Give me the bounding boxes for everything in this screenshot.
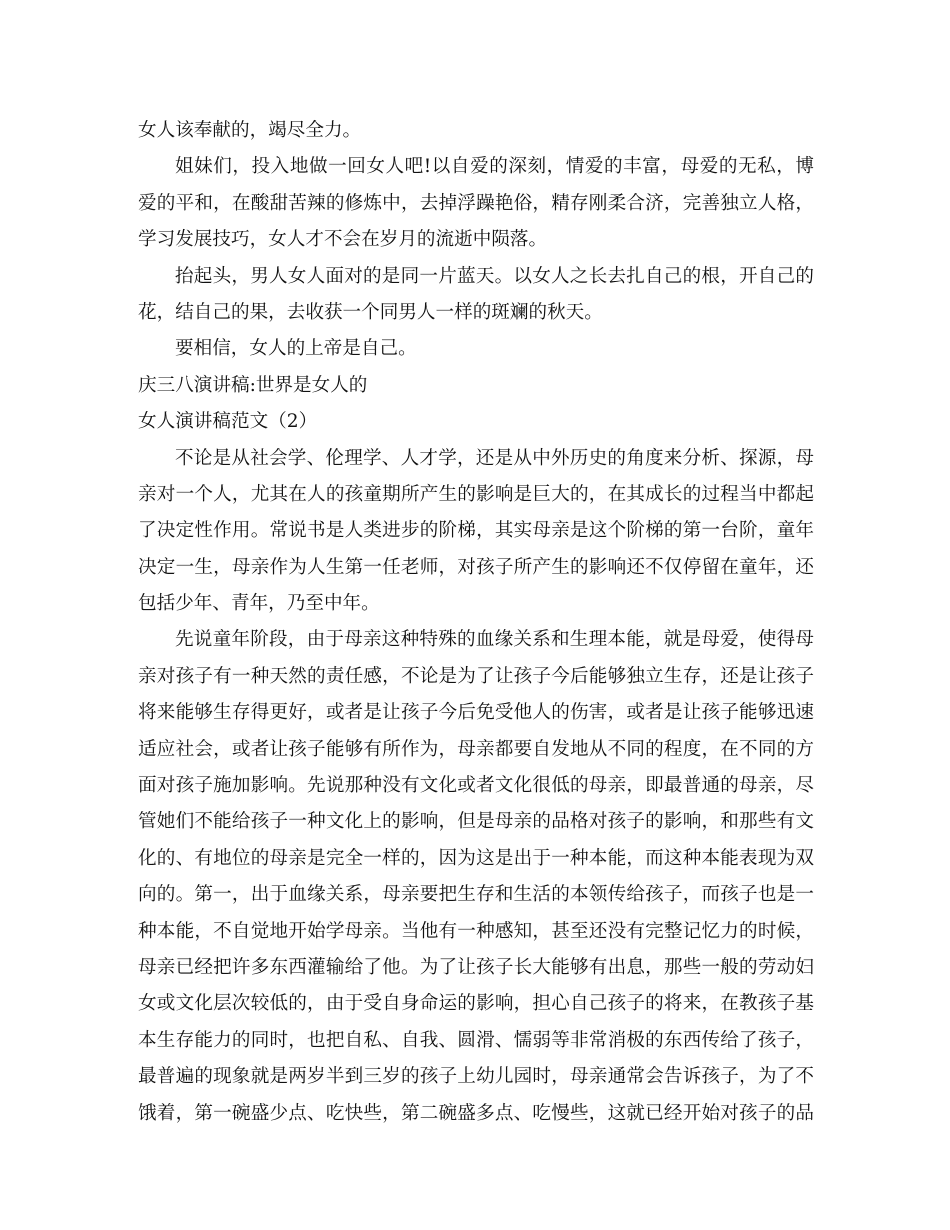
text-line: 花，结自己的果，去收获一个同男人一样的斑斓的秋天。	[138, 301, 603, 323]
text-line: 学习发展技巧，女人才不会在岁月的流逝中陨落。	[138, 229, 548, 251]
text-line: 化的、有地位的母亲是完全一样的，因为这是出于一种本能，而这种本能表现为双	[138, 847, 814, 869]
text-line: 面对孩子施加影响。先说那种没有文化或者文化很低的母亲，即最普通的母亲，尽	[138, 775, 814, 797]
text-line: 爱的平和，在酸甜苦辣的修炼中，去掉浮躁艳俗，精存刚柔合济，完善独立人格，	[138, 192, 814, 214]
text-line: 最普遍的现象就是两岁半到三岁的孩子上幼儿园时，母亲通常会告诉孩子，为了不	[138, 1066, 814, 1088]
text-line: 种本能，不自觉地开始学母亲。当他有一种感知，甚至还没有完整记忆力的时候，	[138, 920, 814, 942]
text-line: 了决定性作用。常说书是人类进步的阶梯，其实母亲是这个阶梯的第一台阶，童年	[138, 520, 814, 542]
text-line: 亲对一个人，尤其在人的孩童期所产生的影响是巨大的，在其成长的过程当中都起	[138, 483, 814, 505]
text-line: 管她们不能给孩子一种文化上的影响，但是母亲的品格对孩子的影响，和那些有文	[138, 811, 814, 833]
text-line: 饿着，第一碗盛少点、吃快些，第二碗盛多点、吃慢些，这就已经开始对孩子的品	[138, 1102, 814, 1124]
text-line: 女人该奉献的，竭尽全力。	[138, 120, 362, 141]
text-line: 女人演讲稿范文（2）	[138, 411, 318, 433]
text-line: 亲对孩子有一种天然的责任感，不论是为了让孩子今后能够独立生存，还是让孩子	[138, 665, 814, 687]
text-line: 母亲已经把许多东西灌输给了他。为了让孩子长大能够有出息，那些一般的劳动妇	[138, 956, 814, 978]
text-line: 不论是从社会学、伦理学、人才学，还是从中外历史的角度来分析、探源，母	[175, 447, 814, 469]
text-line: 向的。第一，出于血缘关系，母亲要把生存和生活的本领传给孩子，而孩子也是一	[138, 884, 814, 906]
text-line: 适应社会，或者让孩子能够有所作为，母亲都要自发地从不同的程度，在不同的方	[138, 738, 814, 760]
text-line: 包括少年、青年，乃至中年。	[138, 593, 380, 615]
text-line: 先说童年阶段，由于母亲这种特殊的血缘关系和生理本能，就是母爱，使得母	[175, 629, 814, 651]
text-line: 本生存能力的同时，也把自私、自我、圆滑、懦弱等非常消极的东西传给了孩子，	[138, 1029, 814, 1051]
text-line: 庆三八演讲稿:世界是女人的	[138, 374, 368, 396]
text-line: 将来能够生存得更好，或者是让孩子今后免受他人的伤害，或者是让孩子能够迅速	[138, 702, 814, 724]
text-line: 女或文化层次较低的，由于受自身命运的影响，担心自己孩子的将来，在教孩子基	[138, 993, 814, 1015]
text-line: 要相信，女人的上帝是自己。	[175, 338, 417, 360]
text-line: 抬起头，男人女人面对的是同一片蓝天。以女人之长去扎自己的根，开自己的	[175, 265, 814, 287]
document-body	[138, 113, 814, 1132]
text-line: 决定一生，母亲作为人生第一任老师，对孩子所产生的影响还不仅停留在童年，还	[138, 556, 814, 578]
text-line: 姐妹们，投入地做一回女人吧!以自爱的深刻，情爱的丰富，母爱的无私，博	[175, 156, 814, 178]
